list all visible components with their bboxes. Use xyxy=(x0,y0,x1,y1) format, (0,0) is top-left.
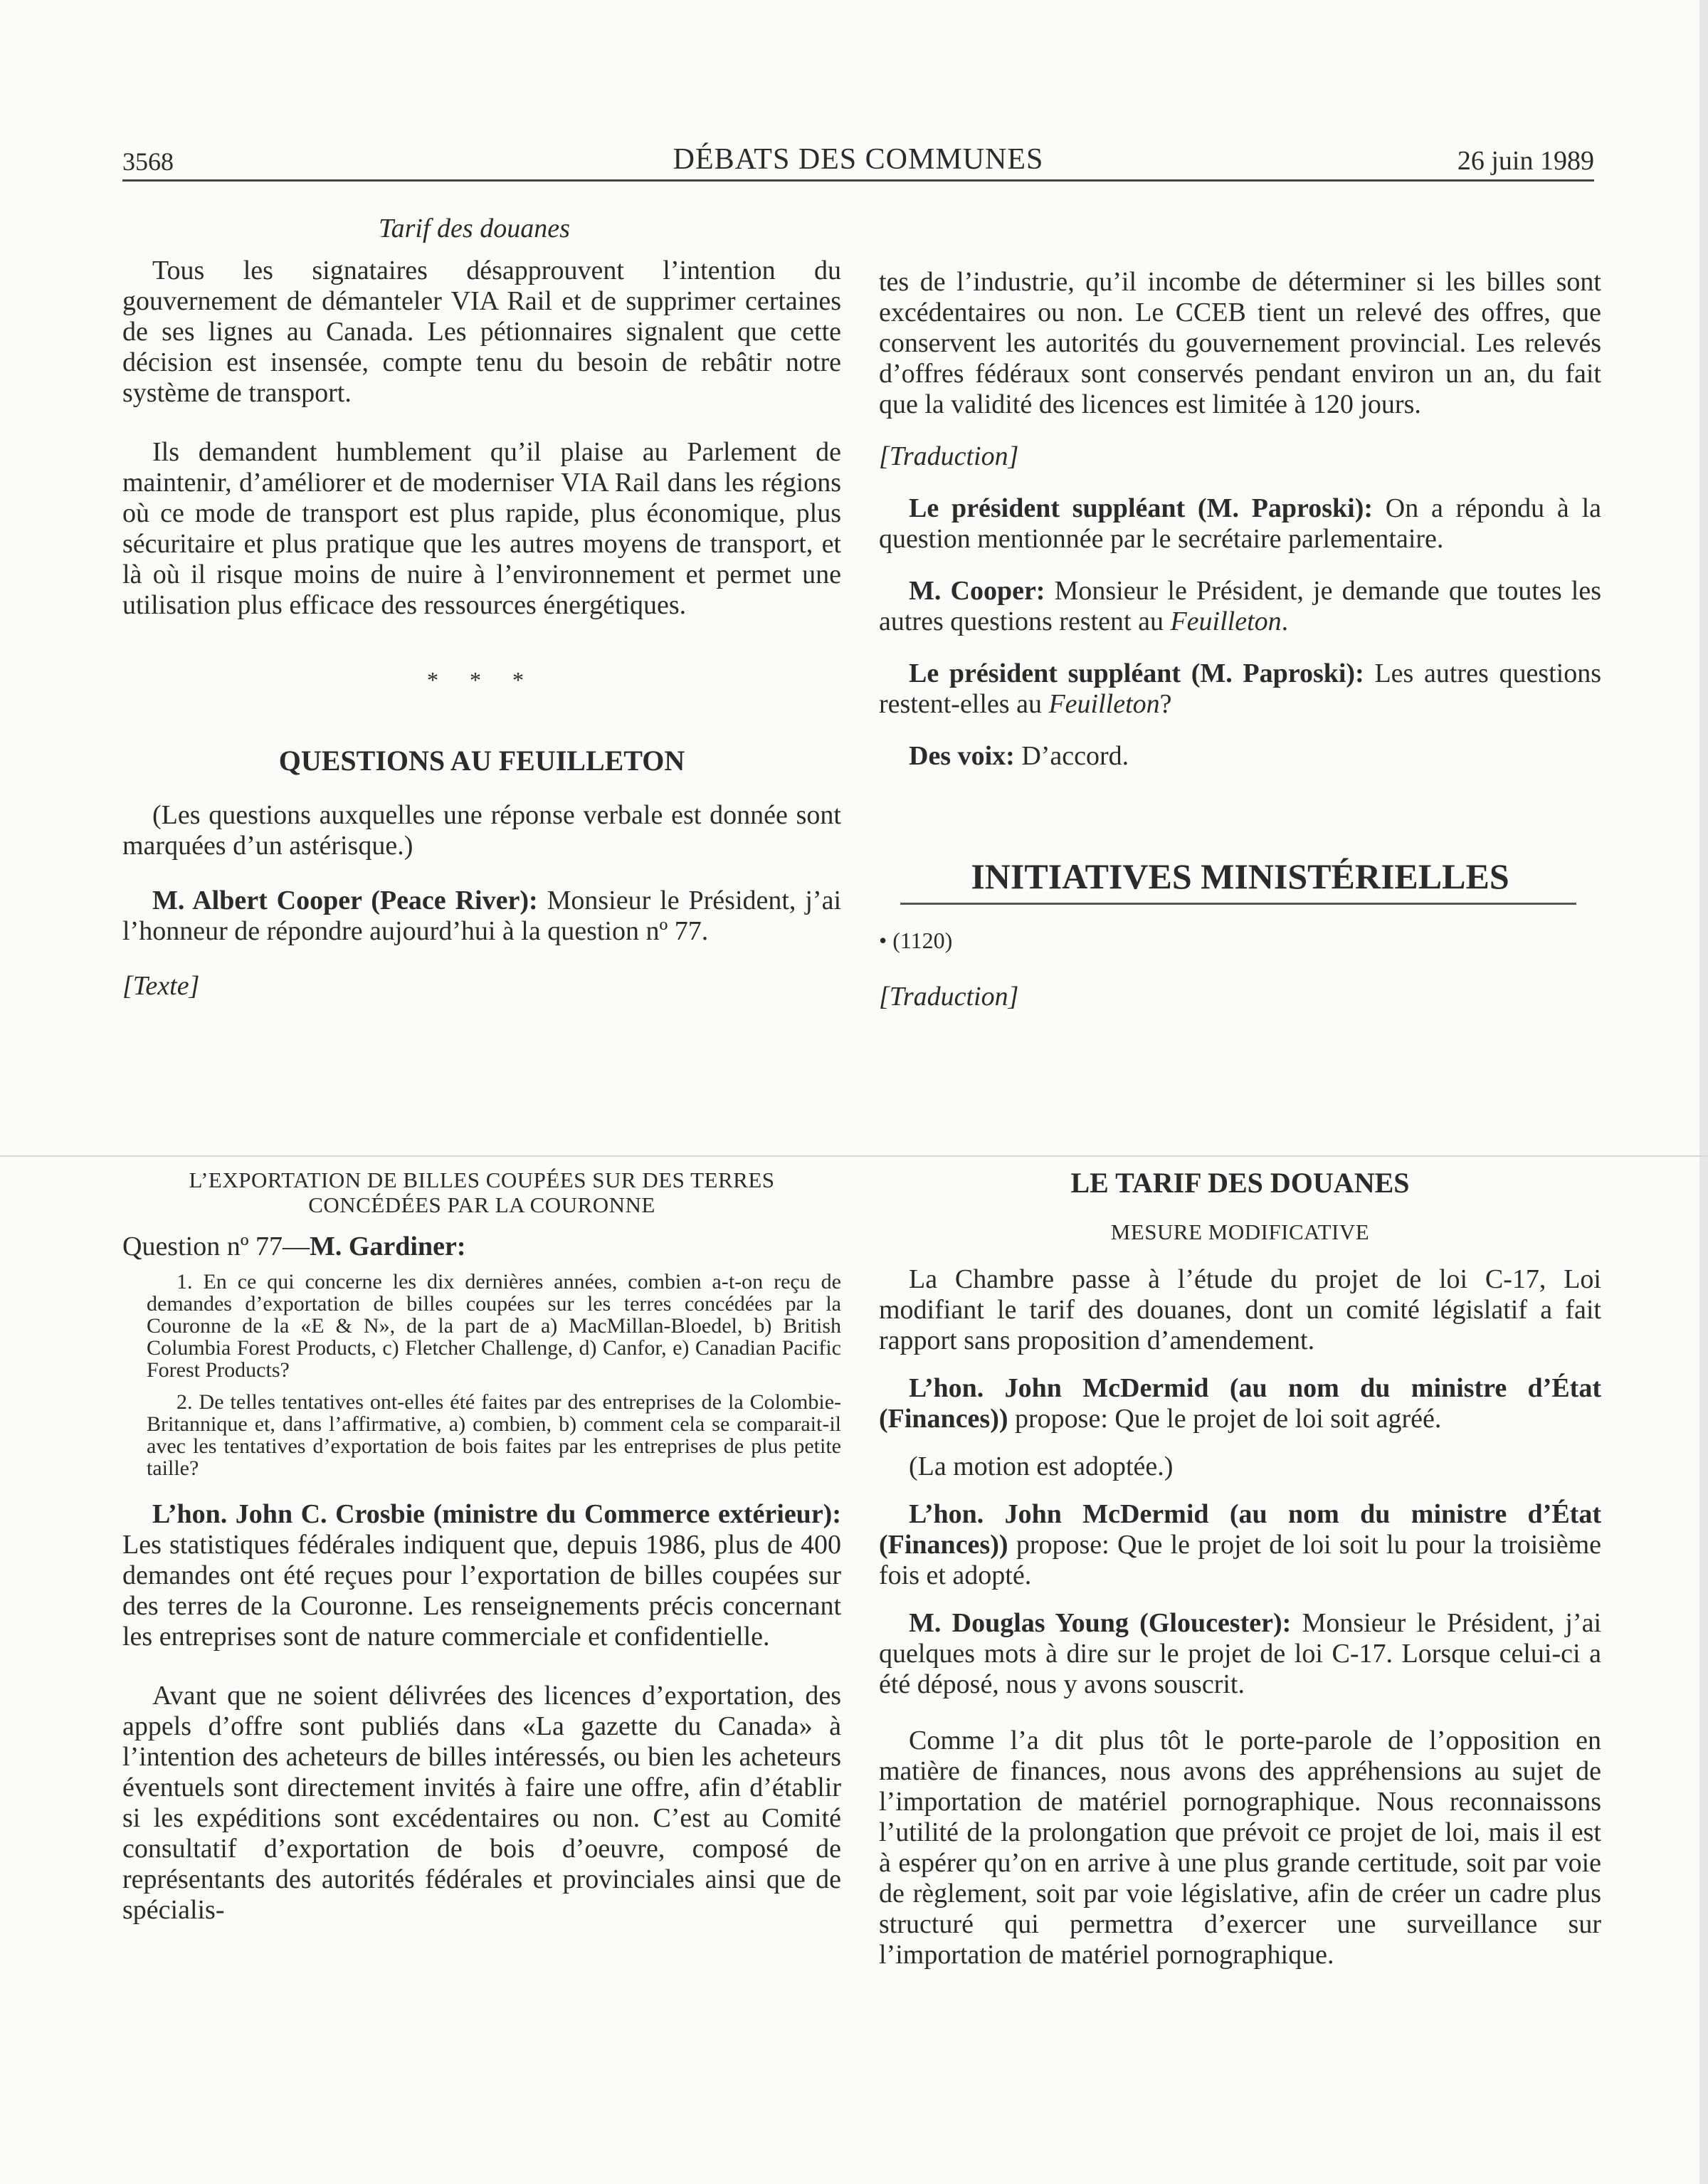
left-column-bottom xyxy=(122,1167,841,1926)
speaker-paragraph-4 xyxy=(879,741,1601,772)
speech-text: Monsieur le Président, j’ai quelques mots à dire sur le projet de loi C-17. Lorsque celui-ci a été déposé, nous y avons souscrit. xyxy=(879,1608,1601,1699)
speaker-name: Des voix: xyxy=(909,741,1015,771)
speech-text: D’accord. xyxy=(1014,741,1129,771)
speaker-name: M. Albert Cooper (Peace River): xyxy=(152,886,538,915)
right-column-top xyxy=(879,267,1601,1012)
traduction-marker: [Traduction] xyxy=(879,982,1019,1012)
right-column-bottom xyxy=(879,1167,1601,1970)
speech-text: Monsieur le Président, je demande que toutes les autres questions restent au xyxy=(879,576,1601,636)
section-separator-stars: * * * xyxy=(427,667,537,693)
speech-text: propose: Que le projet de loi soit agréé. xyxy=(1008,1404,1442,1434)
left-column-top xyxy=(122,214,841,1002)
speaker-name: L’hon. John McDermid (au nom du ministre d’État (Finances)) xyxy=(879,1499,1601,1560)
bill-heading: LE TARIF DES DOUANES xyxy=(1070,1167,1410,1199)
answer-paragraph-2: Avant que ne soient délivrées des licences d’exportation, des appels d’offre sont publiés dans «La gazette du Canada» à l’intention des acheteurs de billes intéressés, ou bien les acheteurs éventuels sont directement invités à faire une offre, afin d’établir si les expéditions sont excédentaires ou non. C’est au Comité consultatif d’exportation de bois d’oeuvre, composé de représentants des autorités fédérales et provinciales ainsi que de spécialis- xyxy=(122,1681,841,1925)
cooper-statement xyxy=(122,886,841,947)
speech-text: Les statistiques fédérales indiquent que, depuis 1986, plus de 400 demandes ont été reçues pour l’exportation de billes coupées sur des terres de la Couronne. Les renseignements précis concernant les entreprises sont de nature commerciale et confidentielle. xyxy=(122,1530,841,1652)
answer-paragraph-1 xyxy=(122,1499,841,1652)
page-fold-line xyxy=(0,1155,1708,1157)
texte-marker: [Texte] xyxy=(122,971,200,1001)
page-number: 3568 xyxy=(122,147,174,176)
speaker-name: L’hon. John C. Crosbie (ministre du Commerce extérieur): xyxy=(152,1499,841,1529)
bill-paragraph-2 xyxy=(879,1373,1601,1434)
publication-date: 26 juin 1989 xyxy=(1457,146,1594,176)
continuation-paragraph: tes de l’industrie, qu’il incombe de déterminer si les billes sont excédentaires ou non. Le CCEB tient un relevé des offres, que conservent les autorités du gouvernement provincial. Les relevés d’offres fédéraux sont conservés pendant environ un an, du fait que la validité des licences est limitée à 120 jours. xyxy=(879,267,1601,419)
speaker-name: Le président suppléant (M. Paproski): xyxy=(909,658,1364,688)
question-number: Question nº 77— xyxy=(122,1232,310,1261)
bill-paragraph-1: La Chambre passe à l’étude du projet de loi C-17, Loi modifiant le tarif des douanes, dont un comité législatif a fait rapport sans proposition d’amendement. xyxy=(879,1264,1601,1355)
speech-italic: Feuilleton xyxy=(1170,607,1282,636)
speech-text: Les autres questions restent-elles au xyxy=(879,658,1602,719)
initiatives-heading: INITIATIVES MINISTÉRIELLES xyxy=(971,856,1509,896)
horizontal-rule xyxy=(900,903,1576,905)
time-stamp: • (1120) xyxy=(879,928,953,953)
speaker-name: Le président suppléant (M. Paproski): xyxy=(909,493,1374,523)
speech-italic: Feuilleton xyxy=(1048,689,1160,719)
questions-heading: QUESTIONS AU FEUILLETON xyxy=(278,745,685,777)
bill-paragraph-5: Comme l’a dit plus tôt le porte-parole de l’opposition en matière de finances, nous avons des appréhensions au sujet de l’importation de matériel pornographique. Nous reconnaissons l’utilité de la prolongation que prévoit ce projet de loi, mais il est à espérer qu’on en arrive à une plus grande certitude, soit par voie de règlement, soit par voie législative, afin de créer un cadre plus structuré qui permettra d’exercer une surveillance sur l’importation de matériel pornographique. xyxy=(879,1726,1601,1970)
question-part-1: 1. En ce qui concerne les dix dernières années, combien a-t-on reçu de demandes d’exportation de billes coupées sur les terres concédées par la Couronne de la «E & N», de la part de a) MacMillan-Bloedel, b) British Columbia Forest Products, c) Fletcher Challenge, d) Canfor, e) Canadian Pacific Forest Products? xyxy=(147,1270,841,1382)
questions-note: (Les questions auxquelles une réponse verbale est donnée sont marquées d’un astérisque.) xyxy=(122,800,841,861)
speaker-paragraph-2 xyxy=(879,576,1601,637)
speech-text: On a répondu à la question mentionnée par le secrétaire parlementaire. xyxy=(879,493,1601,554)
publication-title: DÉBATS DES COMMUNES xyxy=(673,143,1044,176)
question-part-2: 2. De telles tentatives ont-elles été faites par des entreprises de la Colombie-Britannique et, dans l’affirmative, a) combien, b) comment cela se comparait-il avec les tentatives d’exportation de bois faites par les entreprises de plus petite taille? xyxy=(147,1390,841,1480)
petition-paragraph-2: Ils demandent humblement qu’il plaise au Parlement de maintenir, d’améliorer et de moderniser VIA Rail dans les régions où ce mode de transport est plus rapide, plus économique, plus sécuritaire et plus pratique que les autres moyens de transport, et là où il risque moins de nuire à l’environnement et permet une utilisation plus efficace des ressources énergétiques. xyxy=(122,437,841,620)
page-header xyxy=(122,137,1594,182)
motion-adopted: (La motion est adoptée.) xyxy=(909,1451,1174,1481)
running-section-title: Tarif des douanes xyxy=(379,214,570,243)
speaker-paragraph-1 xyxy=(879,493,1601,555)
bill-paragraph-4 xyxy=(879,1608,1601,1700)
bill-subheading: MESURE MODIFICATIVE xyxy=(1110,1219,1370,1244)
petition-paragraph-1: Tous les signataires désapprouvent l’intention du gouvernement de démanteler VIA Rail et de supprimer certaines de ses lignes au Canada. Les pétionnaires signalent que cette décision est insensée, compte tenu du besoin de rebâtir notre système de transport. xyxy=(122,256,841,408)
speech-text: propose: Que le projet de loi soit lu pour la troisième fois et adopté. xyxy=(879,1530,1601,1590)
question-label xyxy=(122,1232,841,1262)
speaker-name: M. Douglas Young (Gloucester): xyxy=(909,1608,1292,1638)
scan-edge xyxy=(1699,0,1708,2184)
bill-paragraph-3 xyxy=(879,1499,1601,1591)
speaker-name: M. Cooper: xyxy=(909,576,1045,606)
speaker-paragraph-3 xyxy=(879,658,1601,720)
traduction-marker: [Traduction] xyxy=(879,441,1019,471)
speech-end: ? xyxy=(1159,689,1172,719)
question-author: M. Gardiner: xyxy=(310,1232,466,1261)
speaker-name: L’hon. John McDermid (au nom du ministre d’État (Finances)) xyxy=(879,1373,1601,1434)
speech-end: . xyxy=(1281,607,1289,636)
speech-text: Monsieur le Président, j’ai l’honneur de répondre aujourd’hui à la question nº 77. xyxy=(122,886,841,946)
question-heading: L’EXPORTATION DE BILLES COUPÉES SUR DES TERRES CONCÉDÉES PAR LA COURONNE xyxy=(189,1167,775,1217)
